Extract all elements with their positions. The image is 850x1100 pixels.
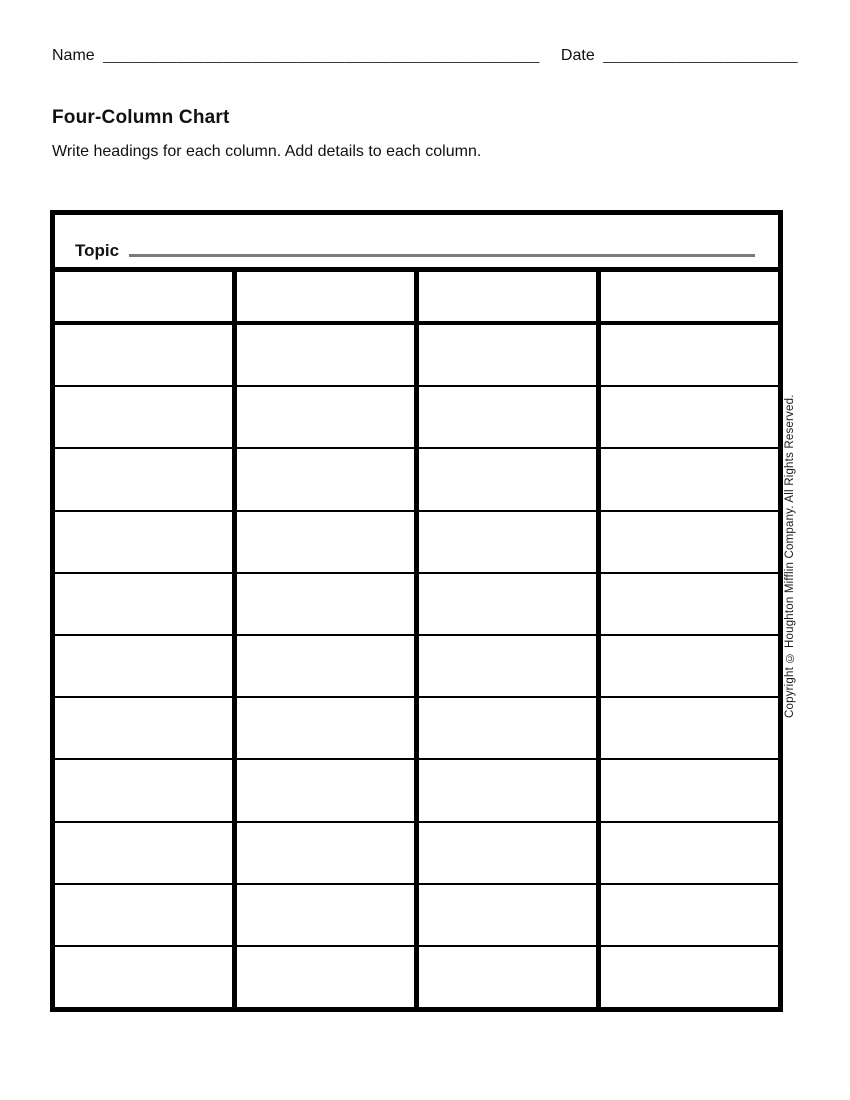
detail-cell[interactable] xyxy=(601,574,778,636)
detail-cell[interactable] xyxy=(55,885,232,947)
detail-cell[interactable] xyxy=(237,823,414,885)
detail-cell[interactable] xyxy=(55,823,232,885)
detail-cell[interactable] xyxy=(601,698,778,760)
detail-cell[interactable] xyxy=(237,387,414,449)
chart-column-3 xyxy=(419,272,601,1007)
name-date-row xyxy=(52,47,798,65)
detail-cell[interactable] xyxy=(55,325,232,387)
date-write-line[interactable]: _____________________ xyxy=(602,47,798,64)
chart-column-4 xyxy=(601,272,778,1007)
detail-cell[interactable] xyxy=(55,760,232,822)
detail-cell[interactable] xyxy=(55,512,232,574)
topic-write-line[interactable] xyxy=(129,254,755,257)
detail-cell[interactable] xyxy=(419,449,596,511)
detail-cell[interactable] xyxy=(237,574,414,636)
detail-cell[interactable] xyxy=(419,823,596,885)
detail-cell[interactable] xyxy=(237,512,414,574)
detail-cell[interactable] xyxy=(419,325,596,387)
detail-cell[interactable] xyxy=(237,885,414,947)
detail-cell[interactable] xyxy=(419,698,596,760)
detail-cell[interactable] xyxy=(601,449,778,511)
detail-cell[interactable] xyxy=(237,636,414,698)
copyright-text: Copyright © Houghton Mifflin Company. All Rights Reserved. xyxy=(784,394,796,718)
chart-column-2 xyxy=(237,272,419,1007)
detail-cell[interactable] xyxy=(601,823,778,885)
four-column-chart-grid xyxy=(50,210,783,1012)
name-field xyxy=(52,47,540,65)
column-heading-cell[interactable] xyxy=(419,272,596,325)
detail-cell[interactable] xyxy=(237,325,414,387)
detail-cell[interactable] xyxy=(601,885,778,947)
instructions-text: Write headings for each column. Add details to each column. xyxy=(52,143,482,160)
column-heading-cell[interactable] xyxy=(601,272,778,325)
detail-cell[interactable] xyxy=(601,636,778,698)
detail-cell[interactable] xyxy=(419,512,596,574)
detail-cell[interactable] xyxy=(55,947,232,1007)
name-write-line[interactable]: _______________________________________________ xyxy=(102,47,540,64)
detail-cell[interactable] xyxy=(601,512,778,574)
chart-columns xyxy=(55,272,778,1007)
detail-cell[interactable] xyxy=(419,387,596,449)
detail-cell[interactable] xyxy=(237,449,414,511)
chart-column-1 xyxy=(55,272,237,1007)
detail-cell[interactable] xyxy=(419,760,596,822)
detail-cell[interactable] xyxy=(55,449,232,511)
detail-cell[interactable] xyxy=(237,947,414,1007)
detail-cell[interactable] xyxy=(419,574,596,636)
topic-row xyxy=(55,215,778,272)
detail-cell[interactable] xyxy=(601,760,778,822)
detail-cell[interactable] xyxy=(601,387,778,449)
detail-cell[interactable] xyxy=(419,947,596,1007)
topic-label: Topic xyxy=(75,241,120,260)
name-label: Name xyxy=(52,47,95,64)
page-title: Four-Column Chart xyxy=(52,107,230,128)
detail-cell[interactable] xyxy=(237,698,414,760)
date-field xyxy=(561,47,798,65)
detail-cell[interactable] xyxy=(55,574,232,636)
detail-cell[interactable] xyxy=(237,760,414,822)
detail-cell[interactable] xyxy=(55,636,232,698)
detail-cell[interactable] xyxy=(601,325,778,387)
detail-cell[interactable] xyxy=(55,698,232,760)
detail-cell[interactable] xyxy=(419,636,596,698)
detail-cell[interactable] xyxy=(419,885,596,947)
detail-cell[interactable] xyxy=(55,387,232,449)
column-heading-cell[interactable] xyxy=(237,272,414,325)
column-heading-cell[interactable] xyxy=(55,272,232,325)
date-label: Date xyxy=(560,47,595,64)
detail-cell[interactable] xyxy=(601,947,778,1007)
